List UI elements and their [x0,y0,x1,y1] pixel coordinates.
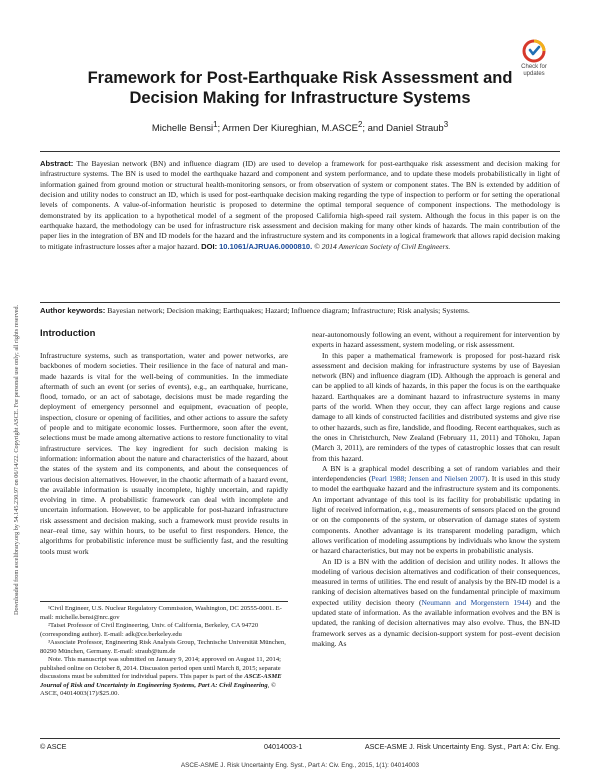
keywords-text: Bayesian network; Decision making; Earthquakes; Hazard; Influence diagram; Infrastructure; Risk analysis; Systems. [105,306,470,315]
p3-text-a: An ID is a BN with the addition of decision and utility nodes. It allows the modeling of various decision alternatives and codification of their consequences, measured in terms of utilities. The end result of analysis by the BN-ID model is a ranking of decision alternatives based on the fundamental principle of maximum expected utility decision theory ( [312,556,560,607]
author-2: ; Armen Der Kiureghian, M.ASCE [217,123,358,135]
p2-text-a: A BN is a graphical model describing a set of random variables and their interdependencies ( [312,463,560,484]
right-paragraph-3 [312,557,560,650]
author-list [40,120,560,134]
abstract-text: The Bayesian network (BN) and influence diagram (ID) are used to develop a framework for post-earthquake risk assessment and decision making for infrastructure systems. The BN is used to model the earthquake hazard and component and system performance, and to update these models probabilistically in light of information gained from ground motion or structural health-monitoring sensors, or from observation of system or component states. The BN is extended by addition of decision and utility nodes to construct an ID, which is used for post-earthquake decision making regarding the type of inspection to perform or for setting the operational levels of components. A value-of-information heuristic is proposed to determine the optimal temporal sequence of component inspections. The methodology is demonstrated by its application to a hypothetical model of a segment of the proposed California high-speed rail system. Although the focus in this paper is on the earthquake hazard, the methodology can be used for infrastructure risk assessment and decision making for many other kinds of hazards. The main contribution of the paper lies in the integration of BN and ID models for the hazard and the infrastructure system and its components in a logical framework that allows rapid decision making to mitigate infrastructure losses after a major hazard. [40,159,560,251]
doi-label: DOI: [201,241,218,251]
footnote-rule [40,601,288,602]
top-rule [40,151,560,152]
p3-text-b: ) and the updated state of information. As the available information evolves and the BN is updated, the ranking of decision alternatives may also evolve. Thus, the BN-ID framework serves as a dynamic decision-support system for post–event decision making. As [312,597,560,648]
author-2-affil: 2 [357,120,363,129]
paper-title-line2: Decision Making for Infrastructure Systems [129,89,471,107]
badge-label-line2: updates [523,71,545,77]
footer-copyright: © ASCE [40,742,67,751]
intro-paragraph-1: Infrastructure systems, such as transportation, water and power networks, are backbones of modern societies. Their resilience in the face of natural and man-made hazards is vital for the well-being of communities. In the immediate aftermath of such an event (or series of events), e.g., an earthquake, hurricane, flood, tornado, or an act of sabotage, decisions must be made regarding the deployment of emergency personnel and equipment, evacuation of people, inspection, closure or opening of facilities, and other actions to assure the safety of people and to mitigate economic losses. Furthermore, soon after the event, selections must be made among alternative actions to restore functionality to vital infrastructure services. The key ingredient for such decision making is information: information about the nature and characteristics of the hazard, about the states of the system and its components, and about the consequences of various decision alternatives. However, in the chaotic aftermath of a hazard event, the available information is usually incomplete, highly uncertain, and rapidly evolving in time. A probabilistic framework can deal with incomplete and uncertain information. However, to be applicable for post-hazard infrastructure risk assessment and decision making, such a framework must provide results in near–real time, say within hours, to be useful to first responders. Hence, the algorithms for probabilistic inference must be sufficiently fast, and the resulting tools must work [40,351,288,556]
author-3: ; and Daniel Straub [362,123,444,135]
p2-separator: ; [404,474,409,484]
footer-page-id: 04014003-1 [264,742,303,751]
download-notice-text: Downloaded from ascelibrary.org by 54.145.230.97 on 06/14/22. Copyright ASCE. For personal use only; all rights reserved. [13,304,20,615]
download-notice [2,175,20,615]
footnote-2: ²Taisei Professor of Civil Engineering, Univ. of California, Berkeley, CA 94720 (corresponding author). E-mail: adk@ce.berkeley.edu [40,622,259,638]
submission-note [40,656,288,699]
citation-pearl-1988[interactable]: Pearl 1988 [371,474,405,484]
citation-jensen-nielsen-2007[interactable]: Jensen and Nielsen 2007 [408,474,485,484]
right-paragraph-1: In this paper a mathematical framework is proposed for post-hazard risk assessment and decision making for infrastructure systems by use of Bayesian network (BN) and influence diagram (ID). Although the approach is general and can be applied to all kinds of hazards, in this paper the focus is on the earthquake hazard. Earthquakes are a dominant hazard to infrastructure systems in many parts of the world. When they occur, they can affect large regions and cause damage to all kinds of constructed facilities and distributed systems and give rise to other hazards, such as fire, landslide, and flooding. Recent earthquakes, such as the ones in Christchurch, New Zealand (February 11, 2011) and Tōhoku, Japan (March 3, 2011), are reminders of the types of catastrophic losses that can result from this hazard. [312,350,560,463]
author-1: Michelle Bensi [151,123,214,135]
introduction-heading: Introduction [40,328,96,339]
keywords-label: Author keywords: [40,306,106,315]
footer-rule [40,738,560,739]
right-paragraph-0: near-autonomously following an event, without a requirement for intervention by experts in hazard assessment, system modeling, or risk assessment. [312,330,560,350]
doi-link[interactable]: 10.1061/AJRUA6.0000810. [219,241,313,251]
right-paragraph-2 [312,464,560,557]
author-3-affil: 3 [443,120,449,129]
badge-label-line1: Check for [521,64,547,70]
author-keywords [40,306,560,316]
right-column [312,330,560,649]
left-column [40,351,288,557]
author-1-affil: 1 [213,120,218,129]
mid-rule [40,302,560,303]
note-text-a: Note. This manuscript was submitted on January 9, 2014; approved on August 11, 2014; published online on October 8, 2014. Discussion period open until March 8, 2015; separate discussions must be submitted for individual papers. This paper is part of the [40,656,281,681]
abstract [40,159,560,252]
paper-title-line1: Framework for Post-Earthquake Risk Assessment and [87,69,513,87]
running-citation: ASCE-ASME J. Risk Uncertainty Eng. Syst., Part A: Civ. Eng., 2015, 1(1): 04014003 [180,762,420,769]
p2-text-b: ). It is used in this study to model the earthquake hazard and the infrastructure system and its components. An important advantage of this tool is its facility for probabilistic updating in light of received information, e.g., measurements of sensors placed on the ground or on the components of the system, or observation of damage states of system components. Another advantage is its transparent modeling paradigm, which allows verification of modeling assumptions by individuals who know the system or hazard characteristics, but may not be experts in probabilistic analysis. [312,474,561,556]
footnotes [40,605,288,699]
abstract-label: Abstract: [40,159,74,168]
copyright-notice: © 2014 American Society of Civil Engineers. [312,241,451,251]
footnote-1: ¹Civil Engineer, U.S. Nuclear Regulatory Commission, Washington, DC 20555-0001. E-mail: michelle.bensi@nrc.gov [40,605,282,621]
footnote-3: ³Associate Professor, Engineering Risk Analysis Group, Technische Universität München, 80290 München, Germany. E-mail: straub@tum.de [40,639,286,655]
journal-name: ASCE-ASME Journal of Risk and Uncertainty in Engineering Systems, Part A: Civil Engineering [40,673,282,689]
check-updates-icon [523,40,545,62]
note-text-b: , © ASCE, 04014003(17)/$25.00. [40,681,276,698]
footer-journal: ASCE-ASME J. Risk Uncertainty Eng. Syst., Part A: Civ. Eng. [364,742,560,751]
citation-neumann-morgenstern-1944[interactable]: Neumann and Morgenstern 1944 [421,597,529,607]
